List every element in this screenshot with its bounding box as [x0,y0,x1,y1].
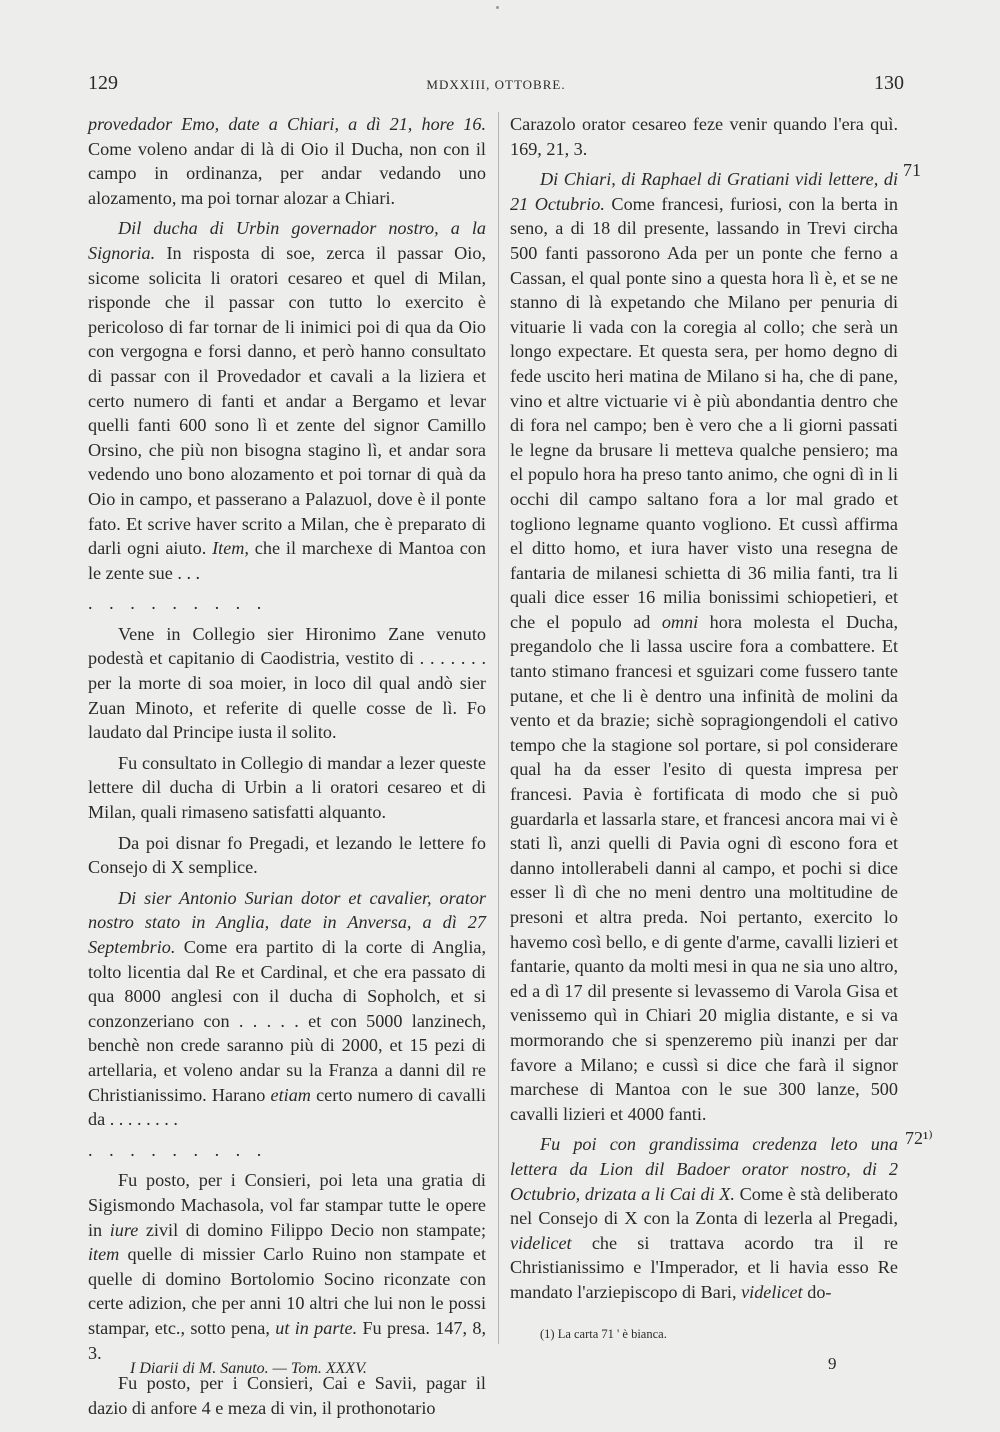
paragraph [88,591,486,616]
italic-text: Item, [212,538,249,559]
text-run: Vene in Collegio sier Hironimo Zane venuto podestà et capitanio di Caodistria, vestito di . . . . . . . per la morte di soa moier, in loco dil qual andò sier Zuan Minoto, et referite di quelle cosse de lì. Fo laudato dal Principe iusta il solito. [88,623,486,743]
text-run: Come voleno andar di là di Oio il Ducha, non con il campo in ordinanza, per andar vedando uno alozamento, ma poi tornar alozar a Chiari. [88,138,486,208]
paragraph [88,1168,486,1365]
text-run: Come era partito di la corte di Anglia, tolto licentia dal Re et Cardinal, et che era passato di qua 8000 anglesi con il ducha di Sopholch, et si conzonzeriano con . . . . . et con 5000 lanzinech, benchè non crede saranno più di 2000, et 15 pezi di artellaria, et voleno andar su la Franza a danni dil re Christianissimo. Harano [88,937,486,1105]
paragraph [88,112,486,210]
paragraph [88,1371,486,1420]
ellipsis-line: . . . . . . . . . [88,593,268,614]
margin-note-72: 72¹⁾ [905,1128,933,1148]
text-run: Da poi disnar fo Pregadi, et lezando le lettere fo Consejo di X semplice. [88,832,486,878]
margin-note-71: 71 [903,160,921,180]
italic-text: Di Chiari, di Raphael di Gratiani vidi lettere, di 21 Octubrio. [510,169,898,214]
paragraph [510,112,898,161]
text-run: Carazolo orator cesareo feze venir quando l'era quì. 169, 21, 3. [510,114,898,159]
italic-text: Di sier Antonio Surian dotor et cavalier, orator nostro stato in Anglia, date in Anversa, a dì 27 Septembrio. [88,887,486,957]
signature-number: 9 [828,1354,837,1373]
italic-text: Dil ducha di Urbin governador nostro, a la Signoria. [88,218,486,263]
footnote: (1) La carta 71 ' è bianca. [540,1327,667,1341]
italic-text: ut in parte. [275,1317,358,1338]
italic-text: videlicet [741,1281,803,1302]
text-run: Fu presa. 147, 8, 3. [88,1317,487,1363]
text-run: Fu consultato in Collegio di mandar a lezer queste lettere dil ducha di Urbin a li oratori cesareo et di Milan, quali rimaseno satisfatti alquanto. [88,752,486,823]
text-run: che il marchexe di Mantoa con le zente sue . . . [88,538,486,583]
text-run: do- [802,1281,832,1302]
left-page-number: 129 [88,72,118,94]
text-run: Fu posto, per i Consieri, Cai e Savii, pagar il dazio di anfore 4 e meza di vin, il prothonotario [88,1373,486,1418]
footer-title: I Diarii di M. Sanuto. — Tom. XXXV. [130,1360,367,1377]
text-run: zivil di domino Filippo Decio non stampate; [138,1219,486,1240]
italic-text: Fu poi con grandissima credenza leto una lettera da Lion dil Badoer orator nostro, di 2 Octubrio, drizata a li Cai di X. [510,1134,898,1204]
italic-text: provedador Emo, date a Chiari, a dì 21, hore 16. [88,114,486,134]
text-run: Fu posto, per i Consieri, poi leta una gratia di Sigismondo Machasola, vol far stampar tutte le opere in [88,1170,486,1240]
text-run: Come è stà deliberato nel Consejo di X con la Zonta di lezerla al Pregadi, [510,1183,898,1229]
left-column [88,112,486,1426]
right-column [510,112,898,1311]
column-divider [498,112,499,1344]
paragraph [510,167,898,1126]
italic-text: videlicet [510,1232,572,1253]
text-run: In risposta di soe, zerca il passar Oio, sicome solicita li oratori cesareo et quel di Milan, risponde che il passar con tutto lo exercito è pericoloso di far tornar de li inimici poi di qua da Oio con vergogna e forsi danno, et però hanno consultato di passar con il Provedador et cavali a la liziera et certo numero di fanti et andar a Bergamo et levar quelli fanti 600 sono lì et zente del signor Camillo Orsino, che più non bisogna stagino lì, et andar sora vedendo uno bono alozamento et poi tornar di quà da Oio in campo, et passerano a Palazuol, dove è il ponte fato. Et scrive haver scrito a Milan, che è preparato di darli ogni aiuto. [88,242,486,559]
paragraph [88,622,486,745]
italic-text: item [88,1244,120,1265]
ink-speck [496,6,499,9]
italic-text: etiam [270,1084,311,1105]
paragraph [88,1138,486,1163]
right-page-number: 130 [874,72,904,94]
paragraph [88,831,486,880]
text-run: Come francesi, furiosi, con la berta in seno, a di 18 dil presente, lassando in Trevi circha 500 fanti passorono Ada per un ponte che ferno a Cassan, el qual ponte sino a questa hora lì è, et se ne stanno di là expetando che Milano per penuria di vituarie li vada con la coregia al collo; che serà un longo expectare. Et questa sera, per homo degno di fede uscito heri matina de Milano si ha, che di pane, vino et altre victuarie vi è più abondantia dentro che di fora nel campo; ben è vero che a li giorni passati le legne da brusare li metteva qualche pensiero; ma el populo hora ha preso tanto animo, che ogni dì in li occhi dil campo saltano fora a lor mal grado et togliono legname quanto vogliono. Et cussì affirma el ditto homo, et iura haver visto una resegna de fantaria de milanesi schietta di 36 milia fanti, tra li quali dice esser 16 milia bonissimi schiopetieri, et che el populo ad [510,193,898,632]
italic-text: omni [661,611,699,632]
ellipsis-line: . . . . . . . . . [88,1139,268,1160]
text-run: quelle di missier Carlo Ruino non stampate et quelle di domino Bortolomio Socino riconzate con certe adizion, che per anni 10 altri che lui non le possi stampar, etc., sotto pena, [88,1244,486,1338]
paragraph [88,751,486,825]
text-run: che si trattava acordo tra il re Christianissimo e l'Imperador, et li havia esso Re mandato l'arziepiscopo di Bari, [510,1232,898,1302]
text-run: hora molesta el Ducha, pregandolo che li lassa uscire fora a combattere. Et tanto stimano francesi et sguizari come fussero tante putane, et che li è dentro una infinità de molini da vento et da brazie; sichè sopragiongendoli el cativo tempo che la stagione sol portare, si pol considerare qual ha da esser l'esito di questa impresa per francesi. Pavia è fortificata di modo che si può guardarla et lassarla stare, et francesi ancora mai vi è stati lì, anzi quelli di Pavia ogni dì escono fora et danno intollerabeli danni al campo, et pochi si dice esser lì dì che no meni dentro una moltitudine de presoni et altra preda. Noi pertanto, exercito lo havemo così bello, e di gente d'arme, cavalli lizieri et fantarie, quanto da molti mesi in qua ne sia uno altro, ed a dì 17 dil presente si levassemo di Varola Gisa et venissemo quì in Chiari 20 miglia distante, e si va mormorando che si spenzeremo più inanzi per dar favore a Milano; e cussì si dice che farà il signor marchese di Mantoa con le sue 300 lanze, 500 cavalli lizieri et 4000 fanti. [510,611,898,1124]
paragraph [88,886,486,1132]
paragraph [88,216,486,585]
running-header [88,72,904,102]
italic-text: iure [109,1219,139,1240]
header-date: MDXXIII, OTTOBRE. [426,77,566,92]
text-run: certo numero di cavalli da . . . . . . . . [88,1084,486,1130]
paragraph [510,1132,898,1304]
